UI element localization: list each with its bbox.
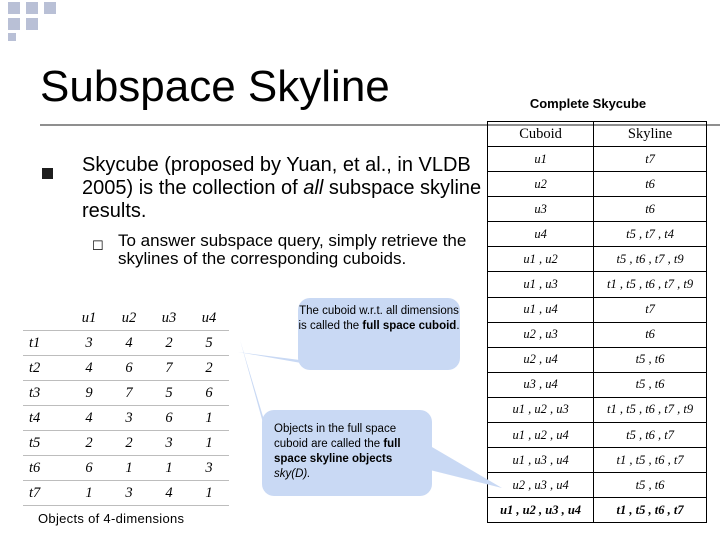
skyline-cell: t6 <box>594 172 707 197</box>
cuboid-cell: u1 <box>488 147 594 172</box>
object-label: t6 <box>23 456 69 481</box>
object-value: 1 <box>189 481 229 506</box>
skyline-cell: t5 , t6 <box>594 473 707 498</box>
skyline-objects-callout <box>262 410 432 496</box>
full-cuboid-callout-text: The cuboid w.r.t. all dimensions is called the <box>298 305 459 332</box>
objects-table-caption: Objects of 4-dimensions <box>38 511 185 526</box>
skyline-cell: t6 <box>594 197 707 222</box>
skyline-objects-callout-bold: full space skyline objects <box>274 438 401 465</box>
object-value: 3 <box>109 406 149 431</box>
cuboid-cell: u1 , u3 <box>488 272 594 297</box>
cuboid-cell: u1 , u2 , u4 <box>488 423 594 448</box>
object-value: 7 <box>149 356 189 381</box>
object-value: 3 <box>189 456 229 481</box>
bullet-text-suffix: subspace skyline results. <box>82 177 482 222</box>
object-value: 4 <box>109 331 149 356</box>
skyline-objects-callout-end: sky(D). <box>274 468 311 480</box>
object-value: 6 <box>109 356 149 381</box>
cuboid-cell: u1 , u2 , u3 <box>488 397 594 422</box>
object-value: 1 <box>69 481 109 506</box>
object-label: t5 <box>23 431 69 456</box>
object-value: 1 <box>109 456 149 481</box>
object-label: t3 <box>23 381 69 406</box>
object-value: 1 <box>189 431 229 456</box>
skyline-cell: t5 , t6 , t7 <box>594 423 707 448</box>
full-cuboid-callout-bold: full space cuboid <box>362 320 457 332</box>
object-value: 1 <box>189 406 229 431</box>
cuboid-cell: u1 , u2 , u3 , u4 <box>488 498 594 523</box>
skyline-cell: t7 <box>594 297 707 322</box>
object-value: 2 <box>69 431 109 456</box>
objects-header-u2: u2 <box>109 306 149 331</box>
object-label: t7 <box>23 481 69 506</box>
object-value: 7 <box>109 381 149 406</box>
cuboid-cell: u1 , u3 , u4 <box>488 448 594 473</box>
object-value: 4 <box>149 481 189 506</box>
object-value: 6 <box>149 406 189 431</box>
object-value: 5 <box>149 381 189 406</box>
object-value: 2 <box>189 356 229 381</box>
skyline-objects-callout-text: Objects in the full space cuboid are called the <box>274 423 397 450</box>
object-label: t2 <box>23 356 69 381</box>
cuboid-cell: u1 , u4 <box>488 297 594 322</box>
skyline-cell: t1 , t5 , t6 , t7 <box>594 448 707 473</box>
cuboid-cell: u3 , u4 <box>488 372 594 397</box>
object-value: 1 <box>149 456 189 481</box>
object-value: 3 <box>69 331 109 356</box>
sub-bullet-marker: ☐ <box>92 238 104 253</box>
full-space-cuboid-callout <box>298 298 460 370</box>
cuboid-cell: u2 , u4 <box>488 347 594 372</box>
cuboid-cell: u2 <box>488 172 594 197</box>
object-value: 2 <box>149 331 189 356</box>
skyline-cell: t5 , t6 <box>594 372 707 397</box>
full-cuboid-callout-end: . <box>456 320 460 332</box>
object-value: 9 <box>69 381 109 406</box>
objects-header-u3: u3 <box>149 306 189 331</box>
cuboid-cell: u3 <box>488 197 594 222</box>
skyline-cell: t1 , t5 , t6 , t7 <box>594 498 707 523</box>
objects-header-u4: u4 <box>189 306 229 331</box>
skyline-cell: t1 , t5 , t6 , t7 , t9 <box>594 272 707 297</box>
object-value: 6 <box>189 381 229 406</box>
bullet-text-prefix: Skycube (proposed by Yuan, et al., in VLDB 2005) is the collection of <box>82 154 471 199</box>
skyline-cell: t5 , t6 , t7 , t9 <box>594 247 707 272</box>
skyline-cell: t5 , t7 , t4 <box>594 222 707 247</box>
object-value: 2 <box>109 431 149 456</box>
object-value: 4 <box>69 406 109 431</box>
skyline-cell: t1 , t5 , t6 , t7 , t9 <box>594 397 707 422</box>
cuboid-cell: u2 , u3 <box>488 322 594 347</box>
object-label: t4 <box>23 406 69 431</box>
objects-header-u1: u1 <box>69 306 109 331</box>
skycube-caption: Complete Skycube <box>529 96 647 111</box>
object-value: 3 <box>149 431 189 456</box>
cuboid-cell: u2 , u3 , u4 <box>488 473 594 498</box>
sub-bullet-text: To answer subspace query, simply retrieve the skylines of the corresponding cuboids. <box>118 231 467 268</box>
skyline-objects-pointer-right <box>420 440 502 488</box>
object-label: t1 <box>23 331 69 356</box>
object-value: 4 <box>69 356 109 381</box>
object-value: 3 <box>109 481 149 506</box>
object-value: 5 <box>189 331 229 356</box>
skyline-cell: t6 <box>594 322 707 347</box>
cuboid-cell: u4 <box>488 222 594 247</box>
skyline-cell: t7 <box>594 147 707 172</box>
slide-title: Subspace Skyline <box>40 62 390 111</box>
cuboid-header: Cuboid <box>488 122 594 147</box>
object-value: 6 <box>69 456 109 481</box>
bullet-text-emphasis: all <box>303 177 324 199</box>
cuboid-cell: u1 , u2 <box>488 247 594 272</box>
skyline-cell: t5 , t6 <box>594 347 707 372</box>
skyline-header: Skyline <box>594 122 707 147</box>
